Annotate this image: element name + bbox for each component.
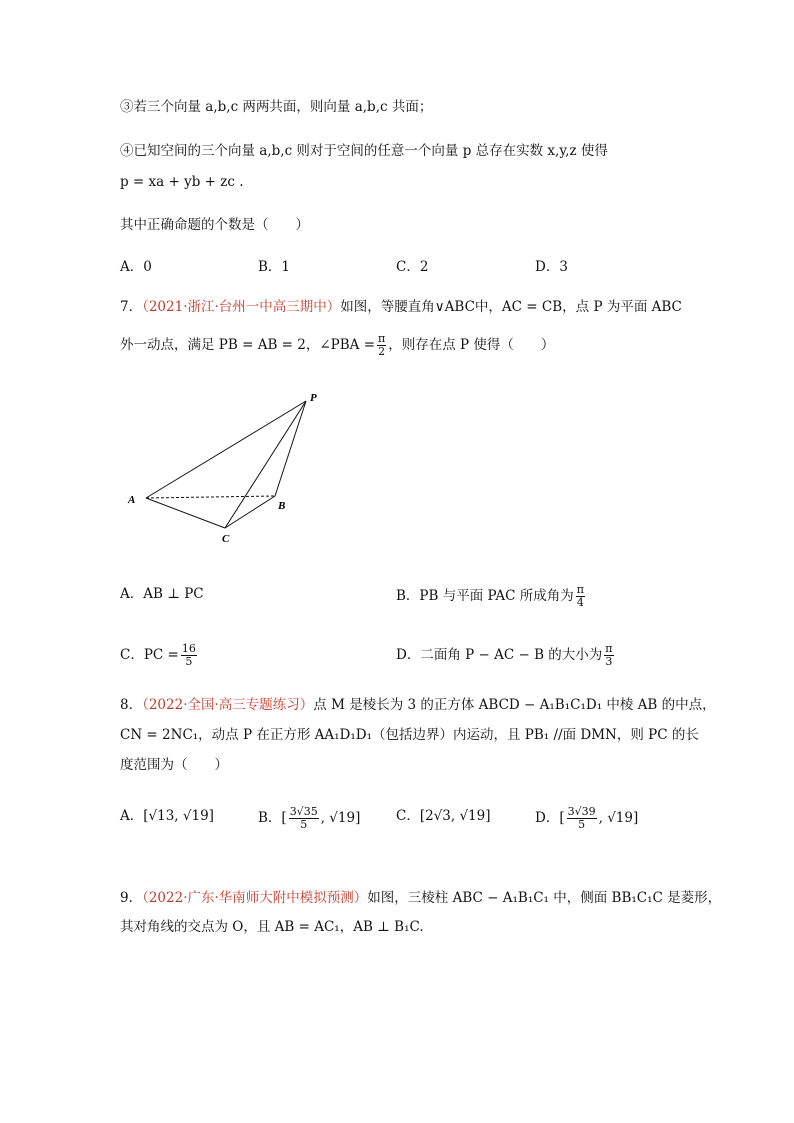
question-prompt: 其中正确命题的个数是（ ） xyxy=(120,217,309,233)
q8-optb-fraction: $\frac{3√35}{5}$ xyxy=(289,805,318,831)
q8-option-b: B．[ $\frac{3√35}{5}$ , √19] xyxy=(258,805,361,831)
edge-AB-hidden xyxy=(146,496,275,498)
q7-angle-fraction: $\frac{\pi}{2}$ xyxy=(378,332,386,358)
q8-optd-fraction: $\frac{3√39}{5}$ xyxy=(567,805,596,831)
q7-option-c: C．PC = $\frac{16}{5}$ xyxy=(120,642,196,668)
edge-CB xyxy=(225,496,275,528)
q8-line3: 度范围为（ ） xyxy=(120,757,228,773)
q8-option-c: C．[2√3, √19] xyxy=(396,808,491,824)
q7-figure xyxy=(120,385,340,550)
label-P: P xyxy=(310,392,317,404)
q8-option-a: A．[√13, √19] xyxy=(120,808,214,824)
q7-line2 xyxy=(120,333,554,358)
statement-4-line2: p = xa + yb + zc . xyxy=(120,174,244,190)
label-A: A xyxy=(128,494,136,506)
q8-text1: 点 M 是棱长为 3 的正方体 ABCD − A₁B₁C₁D₁ 中棱 AB 的中点， xyxy=(313,697,716,713)
q6-option-d: D．3 xyxy=(535,259,568,275)
statement-3: ③若三个向量 a,b,c 两两共面，则向量 a,b,c 共面； xyxy=(120,99,433,115)
q9-number: 9． xyxy=(120,890,143,906)
q7-text2a: 外一动点，满足 PB = AB = 2，∠PBA = xyxy=(120,337,376,353)
statement-4-line1: ④已知空间的三个向量 a,b,c 则对于空间的任意一个向量 p 总存在实数 x,y,z 使得 xyxy=(120,143,608,159)
q8-number: 8． xyxy=(120,697,143,713)
q9-source: （2022·广东·华南师大附中模拟预测） xyxy=(142,890,368,906)
q8-source: （2022·全国·高三专题练习） xyxy=(142,697,314,713)
q7-number: 7． xyxy=(120,299,143,315)
q7-optb-fraction: $\frac{\pi}{4}$ xyxy=(576,583,584,609)
edge-PC xyxy=(225,401,306,528)
q7-optc-fraction: $\frac{16}{5}$ xyxy=(181,642,196,668)
q7-option-d: D．二面角 P − AC − B 的大小为 $\frac{\pi}{3}$ xyxy=(396,642,613,668)
edge-PB xyxy=(275,401,306,496)
q9-line1 xyxy=(120,888,721,908)
edge-AC xyxy=(146,498,225,528)
q6-option-b: B．1 xyxy=(258,259,291,275)
q9-text1: 如图，三棱柱 ABC − A₁B₁C₁ 中，侧面 BB₁C₁C 是菱形， xyxy=(367,890,722,906)
q8-line2: CN = 2NC₁，动点 P 在正方形 AA₁D₁D₁（包括边界）内运动，且 PB₁ //面 DMN，则 PC 的长 xyxy=(120,727,699,743)
label-C: C xyxy=(222,533,230,545)
q7-line1 xyxy=(120,297,682,317)
q7-text1: 如图，等腰直角∨ABC中，AC = CB，点 P 为平面 ABC xyxy=(340,299,682,315)
q6-option-a: A．0 xyxy=(120,259,152,275)
edge-AP xyxy=(146,401,306,498)
q7-option-a: A．AB ⊥ PC xyxy=(120,586,204,602)
q7-option-b: B．PB 与平面 PAC 所成角为 $\frac{\pi}{4}$ xyxy=(396,583,584,609)
q8-line1 xyxy=(120,695,716,715)
q6-option-c: C．2 xyxy=(396,259,429,275)
q9-line2: 其对角线的交点为 O，且 AB = AC₁，AB ⊥ B₁C. xyxy=(120,919,424,935)
q7-source: （2021·浙江·台州一中高三期中） xyxy=(142,299,341,315)
label-B: B xyxy=(278,500,286,512)
q7-text2b: ，则存在点 P 使得（ ） xyxy=(388,337,555,353)
q8-option-d: D．[ $\frac{3√39}{5}$ , √19] xyxy=(535,805,639,831)
q7-optd-fraction: $\frac{\pi}{3}$ xyxy=(605,642,613,668)
